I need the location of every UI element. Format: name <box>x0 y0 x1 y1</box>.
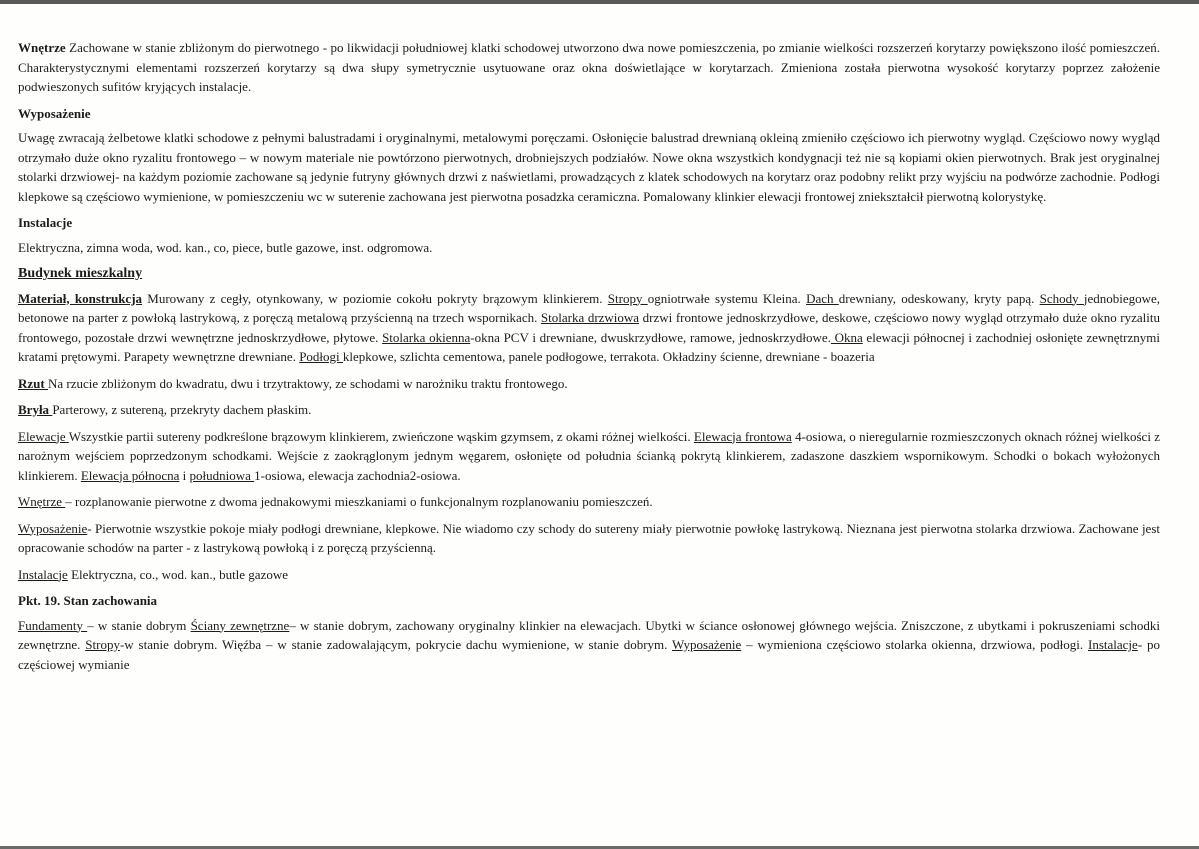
paragraph-wnetrze-budynek: Wnętrze – rozplanowanie pierwotne z dwoma jednakowymi mieszkaniami o funkcjonalnym rozplanowaniu pomieszczeń. <box>18 494 653 509</box>
paragraph-stan-zachowania: Fundamenty – w stanie dobrym Ściany zewnętrzne– w stanie dobrym, zachowany oryginalny klinkier na elewacjach. Ubytki w ściance osłonowej głównego wejścia. Zniszczone, z ubytkami i pokruszeniami schodki zewnętrzne. Stropy-w stanie dobrym. Więźba – w stanie zadowalającym, pokrycie dachu wymienione, w stanie dobrym. Wyposażenie – wymieniona częściowo stolarka okienna, drzwiowa, podłogi. Instalacje- po częściowej wymianie <box>18 617 1160 672</box>
heading-wyposazenie: Wyposażenie <box>18 105 91 121</box>
heading-pkt19: Pkt. 19. Stan zachowania <box>18 593 158 608</box>
paragraph-bryla: Bryła Parterowy, z sutereną, przekryty dachem płaskim. <box>18 402 312 417</box>
paragraph-wnetrze: Wnętrze Zachowane w stanie zbliżonym do pierwotnego - po likwidacji południowej klatki schodowej utworzono dwa nowe pomieszczenia, po zmianie wielkości rozszerzeń korytarzy powiększono ilość pomieszczeń. Charakterystycznymi elementami rozszerzeń korytarzy są dwa słupy symetrycznie usytuowane oraz okna doświetlające w korytarzach. Zmieniona została pierwotna wysokość korytarzy poprzez założenie podwieszonych sufitów kryjących instalacje. <box>18 40 1160 94</box>
paragraph-instalacje-budynek: Instalacje Elektryczna, co., wod. kan., butle gazowe <box>18 566 289 582</box>
paragraph-wyposazenie: Uwagę zwracają żelbetowe klatki schodowe z pełnymi balustradami i oryginalnymi, metalowymi poręczami. Osłonięcie balustrad drewnianą okleiną zmieniło częściowo ich pierwotny wygląd. Częściowo nowy wygląd otrzymało duże okno ryzalitu frontowego – w nowym materiale nie powtórzono pierwotnych, drobniejszych podziałów. Nowe okna wszystkich kondygnacji też nie są kopiami okien pierwotnych. Brak jest oryginalnej stolarki drzwiowej- na każdym poziomie zachowane są jedynie futryny głównych drzwi z naświetlami, prowadzących z klatek schodowych na korytarz oraz podobny relikt przy wyjściu na podwórze zachodnie. Podłogi klepkowe są częściowo wymienione, w pomieszczeniu wc w suterenie zachowana jest pierwotna posadzka ceramiczna. Pomalowany klinkier elewacji frontowej zniekształcił pierwotną kolorystykę. <box>18 130 1160 204</box>
label-wnetrze: Wnętrze <box>18 40 66 55</box>
paragraph-rzut: Rzut Na rzucie zbliżonym do kwadratu, dwu i trzytraktowy, ze schodami w narożniku traktu frontowego. <box>18 375 568 391</box>
heading-instalacje: Instalacje <box>18 215 73 230</box>
heading-budynek-mieszkalny: Budynek mieszkalny <box>18 266 143 281</box>
paragraph-instalacje: Elektryczna, zimna woda, wod. kan., co, piece, butle gazowe, inst. odgromowa. <box>18 239 433 255</box>
paragraph-elewacje: Elewacje Wszystkie partii sutereny podkreślone brązowym klinkierem, zwieńczone wąskim gzymsem, z okami różnej wielkości. Elewacja frontowa 4-osiowa, o nieregularnie rozmieszczonych oknach różnej wielkości z narożnym wejściem poprzedzonym schodkami. Wejście z zaokrąglonym jednym węgarem, osłonięte od południa ścianką pokrytą klinkierem, zadaszone daszkiem wspornikowym. Schodki o bokach wyłożonych klinkierem. Elewacja północna i południowa 1-osiowa, elewacja zachodnia2-osiowa. <box>18 428 1160 483</box>
paragraph-wyposazenie-budynek: Wyposażenie- Pierwotnie wszystkie pokoje miały podłogi drewniane, klepkowe. Nie wiadomo czy schody do sutereny miały pierwotnie powłokę lastrykową. Nieznana jest pierwotna stolarka drzwiowa. Zachowane jest opracowanie schodów na parter - z lastrykową powłoką i z poręczą przyścienną. <box>18 520 1160 555</box>
paragraph-material: Materiał, konstrukcja Murowany z cegły, otynkowany, w poziomie cokołu pokryty brązowym klinkierem. Stropy ogniotrwałe systemu Kleina. Dach drewniany, odeskowany, kryty papą. Schody jednobiegowe, betonowe na parter z powłoką lastrykową, z poręczą metalową przyścienną na trzech wspornikach. Stolarka drzwiowa drzwi frontowe jednoskrzydłowe, deskowe, częściowo nowy wygląd otrzymało duże okno ryzalitu frontowego, pozostałe drzwi wewnętrzne jednoskrzydłowe, płytowe. Stolarka okienna-okna PCV i drewniane, dwuskrzydłowe, ramowe, jednoskrzydłowe. Okna elewacji północnej i zachodniej osłonięte zewnętrznymi kratami prętowymi. Parapety wewnętrzne drewniane. Podłogi klepkowe, szlichta cementowa, panele podłogowe, terrakota. Okładziny ścienne, drewniane - boazeria <box>18 290 1161 364</box>
document-text <box>18 38 1160 681</box>
